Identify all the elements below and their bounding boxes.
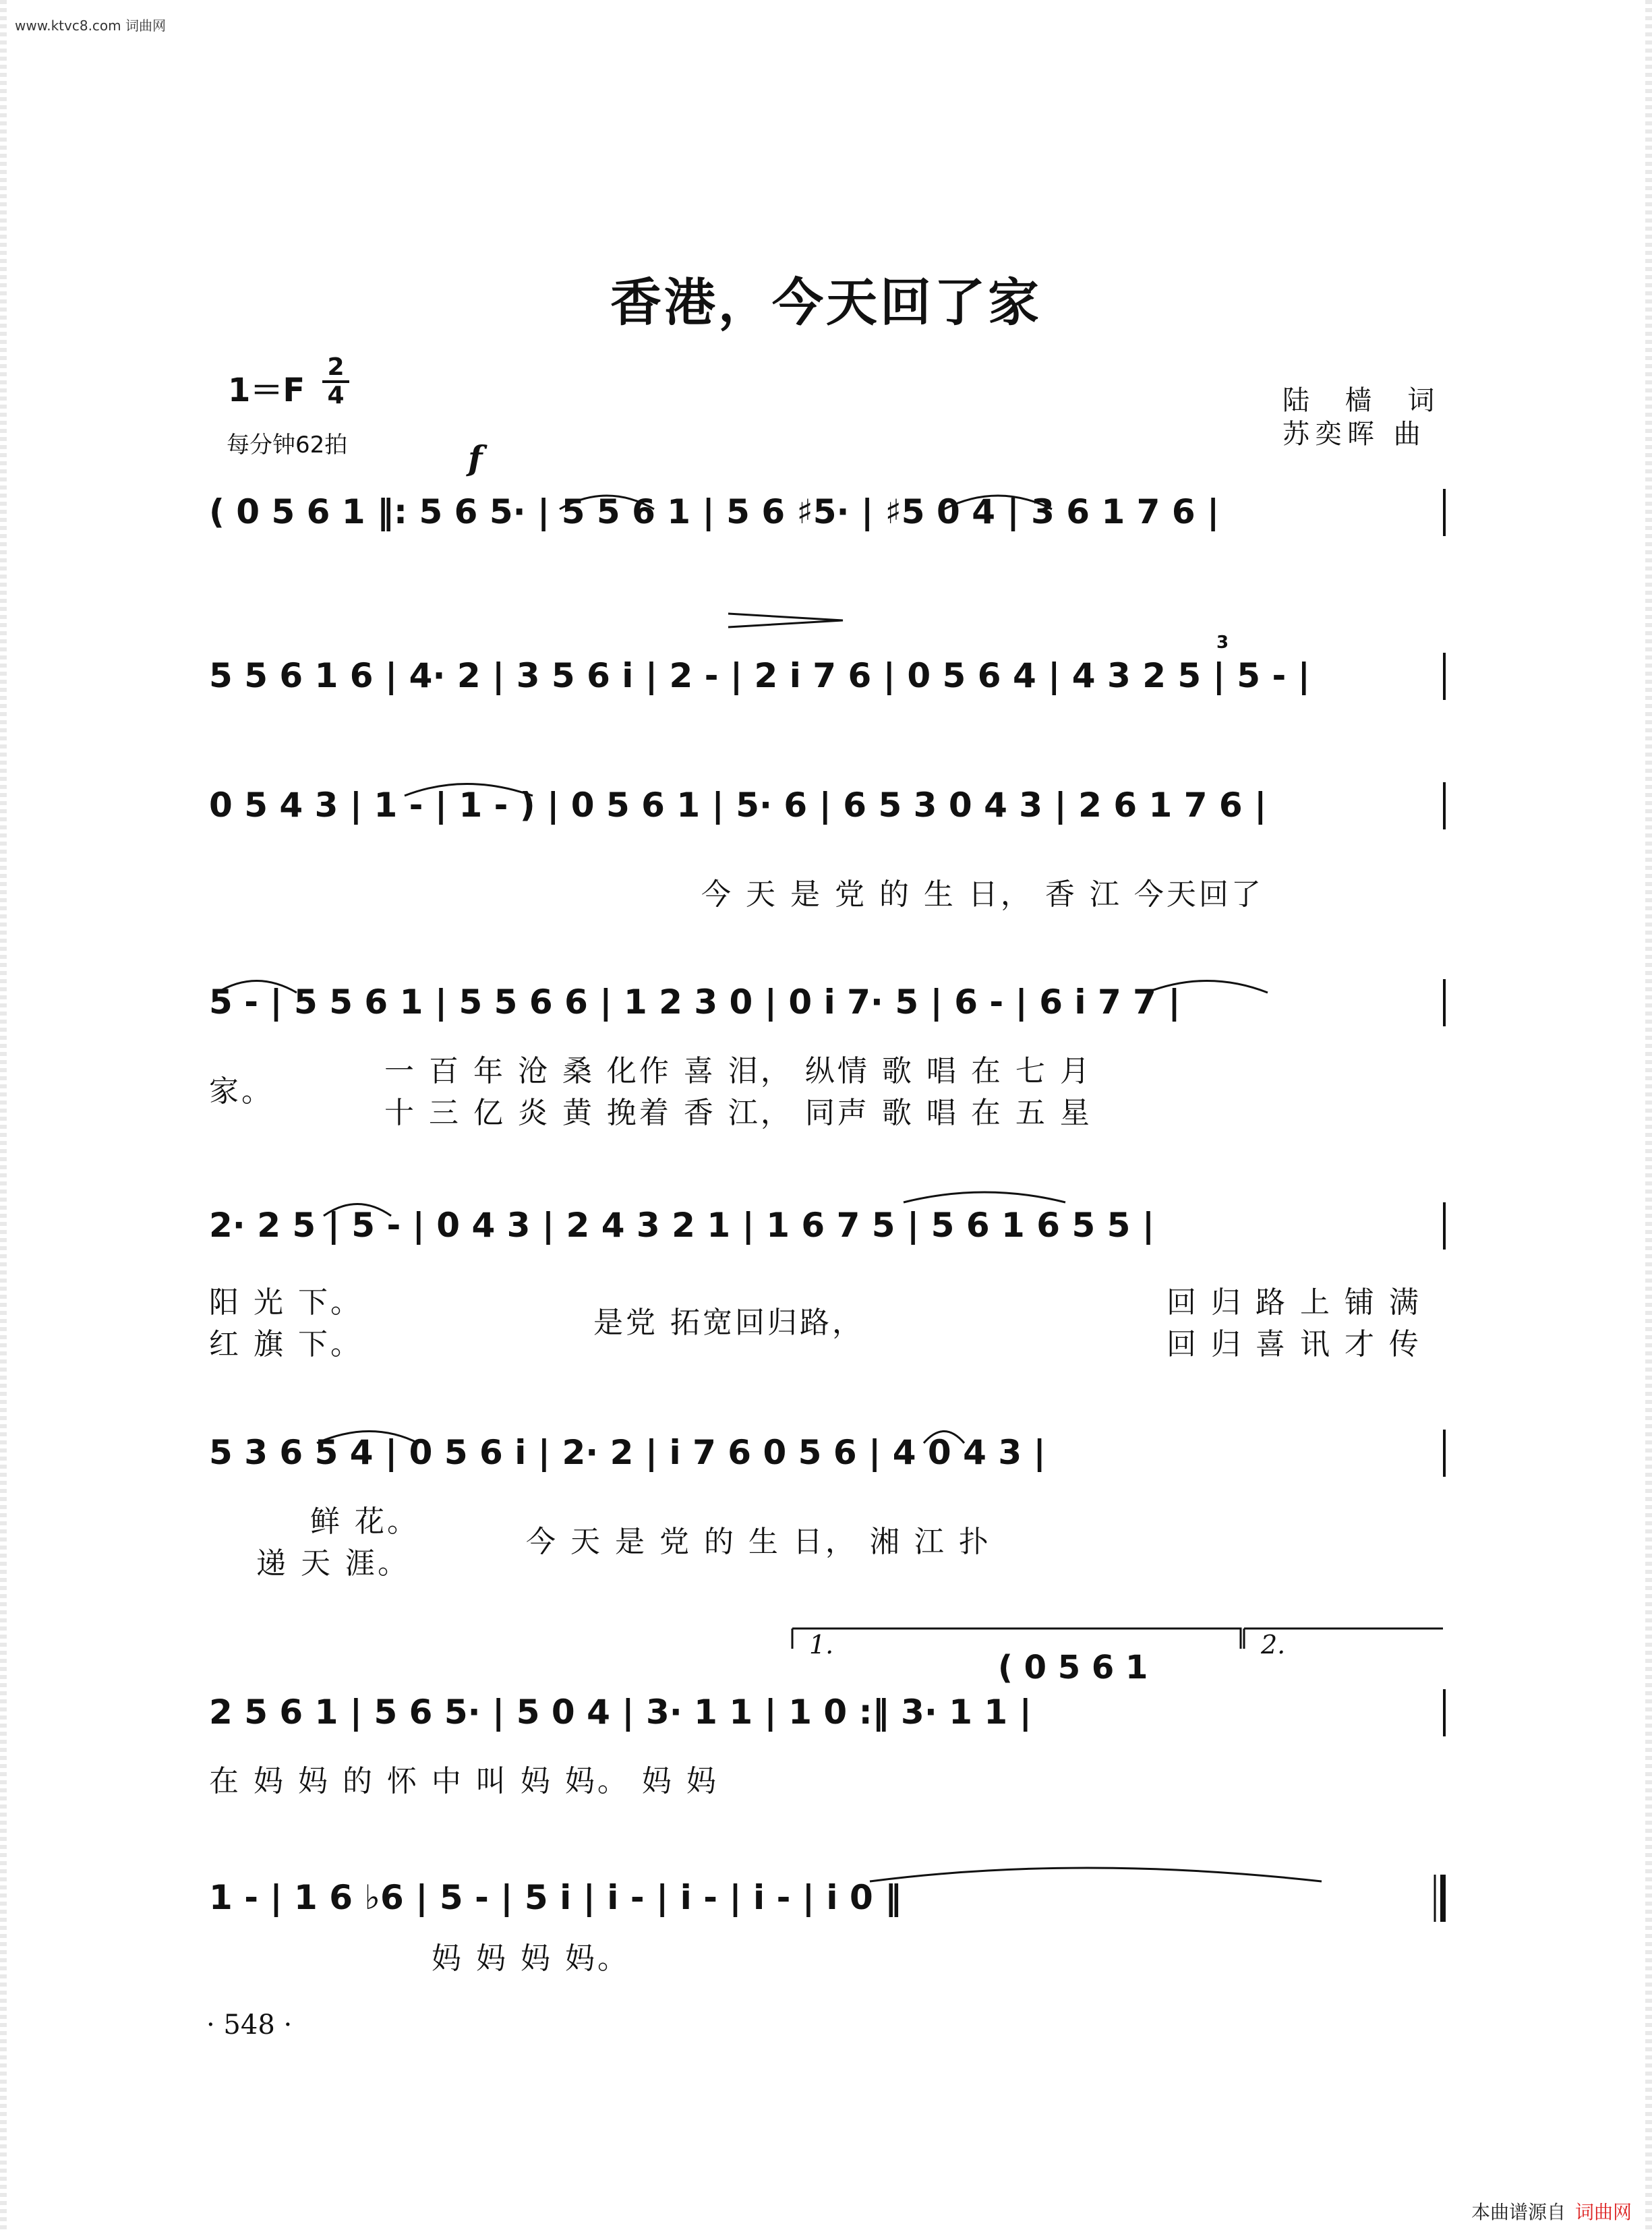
dynamic-forte: f — [468, 438, 483, 478]
system-7-lyric-line: 在 妈 妈 的 怀 中 叫 妈 妈。 妈 妈 — [209, 1764, 719, 1798]
time-signature-top: 2 — [327, 353, 345, 381]
system-3-notes: 0 5 4 3 | 1 - | 1 - ) | 0 5 6 1 | 5· 6 | 6 5 3 0 4 3 | 2 6 1 7 6 | — [209, 786, 1267, 825]
system-6-lyric-verse-1-end: 鲜 花。 — [310, 1504, 419, 1539]
first-ending-interlude: ( 0 5 6 1 — [998, 1649, 1148, 1686]
system-3-lyric-line-1: 今 天 是 党 的 生 日， 香 江 今天回了 — [701, 877, 1264, 912]
score-system-3 — [0, 782, 1652, 912]
footer-label: 本曲谱源自 — [1471, 2201, 1566, 2223]
system-6-lyric-verse-2-end: 递 天 涯。 — [256, 1546, 410, 1581]
system-8-lyric-line: 妈 妈 妈 妈。 — [432, 1941, 630, 1976]
tempo-marking: 每分钟62拍 — [227, 432, 348, 459]
key-signature: 1＝F — [228, 372, 305, 409]
system-8-notes: 1 - | 1 6 ♭6 | 5 - | 5 i | i - | i - | i - | i 0 ‖ — [209, 1878, 902, 1917]
system-5-lyric-verse-2-end: 红 旗 下。 — [209, 1327, 363, 1361]
system-1-notes: ( 0 5 6 1 ‖: 5 6 5· | 5 5 6 1 | 5 6 ♯5· | ♯5 0 4 | 3 6 1 7 6 | — [209, 492, 1220, 531]
system-2-notes: 5 5 6 1 6 | 4· 2 | 3 5 6 i | 2 - | 2 i 7 6 | 0 5 6 4 | 4 3 2 5 | 5 - | — [209, 656, 1310, 695]
time-signature — [322, 355, 349, 409]
score-system-7 — [0, 1630, 1652, 1798]
score-system-8 — [0, 1875, 1652, 1976]
score-system-6 — [0, 1430, 1652, 1581]
ending-first-label: 1. — [809, 1630, 834, 1660]
system-7-notes: 2 5 6 1 | 5 6 5· | 5 0 4 | 3· 1 1 | 1 0 :‖ 3· 1 1 | — [209, 1693, 1032, 1732]
system-4-lyric-verse-2: 十 三 亿 炎 黄 挽着 香 江， 同声 歌 唱 在 五 星 — [384, 1096, 1092, 1130]
composer-credit: 苏奕晖 曲 — [1282, 419, 1426, 450]
system-5-lyric-verse-1-end: 阳 光 下。 — [209, 1285, 363, 1320]
score-system-1 — [0, 489, 1652, 556]
time-signature-bottom: 4 — [327, 382, 345, 409]
page-number: · 548 · — [206, 2009, 293, 2041]
system-6-lyric-shared: 今 天 是 党 的 生 日， 湘 江 扑 — [526, 1525, 991, 1559]
system-5-lyric-verse-2-next: 回 归 喜 讯 才 传 — [1167, 1327, 1421, 1361]
score-system-4 — [0, 979, 1652, 1130]
system-4-lyric-verse-1: 一 百 年 沧 桑 化作 喜 泪， 纵情 歌 唱 在 七 月 — [384, 1054, 1092, 1088]
ending-second-label: 2. — [1261, 1630, 1286, 1660]
page-title: 香港，今天回了家 — [610, 272, 1042, 332]
system-5-notes: 2· 2 5 | 5 - | 0 4 3 | 2 4 3 2 1 | 1 6 7 5 | 5 6 1 6 5 5 | — [209, 1206, 1155, 1245]
footer-credit — [1471, 2198, 1632, 2225]
site-url: www.ktvc8.com 词曲网 — [15, 18, 167, 34]
system-4-notes: 5 - | 5 5 6 1 | 5 5 6 6 | 1 2 3 0 | 0 i 7· 5 | 6 - | 6 i 7 7 | — [209, 982, 1181, 1022]
score-system-2 — [0, 633, 1652, 720]
system-5-lyric-shared: 是党 拓宽回归路， — [593, 1305, 864, 1340]
triplet-marker: 3 — [1216, 633, 1229, 653]
system-6-notes: 5 3 6 5 4 | 0 5 6 i | 2· 2 | i 7 6 0 5 6 | 4 0 4 3 | — [209, 1433, 1046, 1472]
footer-brand-link[interactable]: 词曲网 — [1574, 2201, 1632, 2223]
system-5-lyric-verse-1-next: 回 归 路 上 铺 满 — [1167, 1285, 1421, 1320]
score-system-5 — [0, 1202, 1652, 1361]
system-4-lyric-end: 家。 — [209, 1074, 274, 1109]
lyricist-credit: 陆 樯 词 — [1282, 385, 1448, 416]
